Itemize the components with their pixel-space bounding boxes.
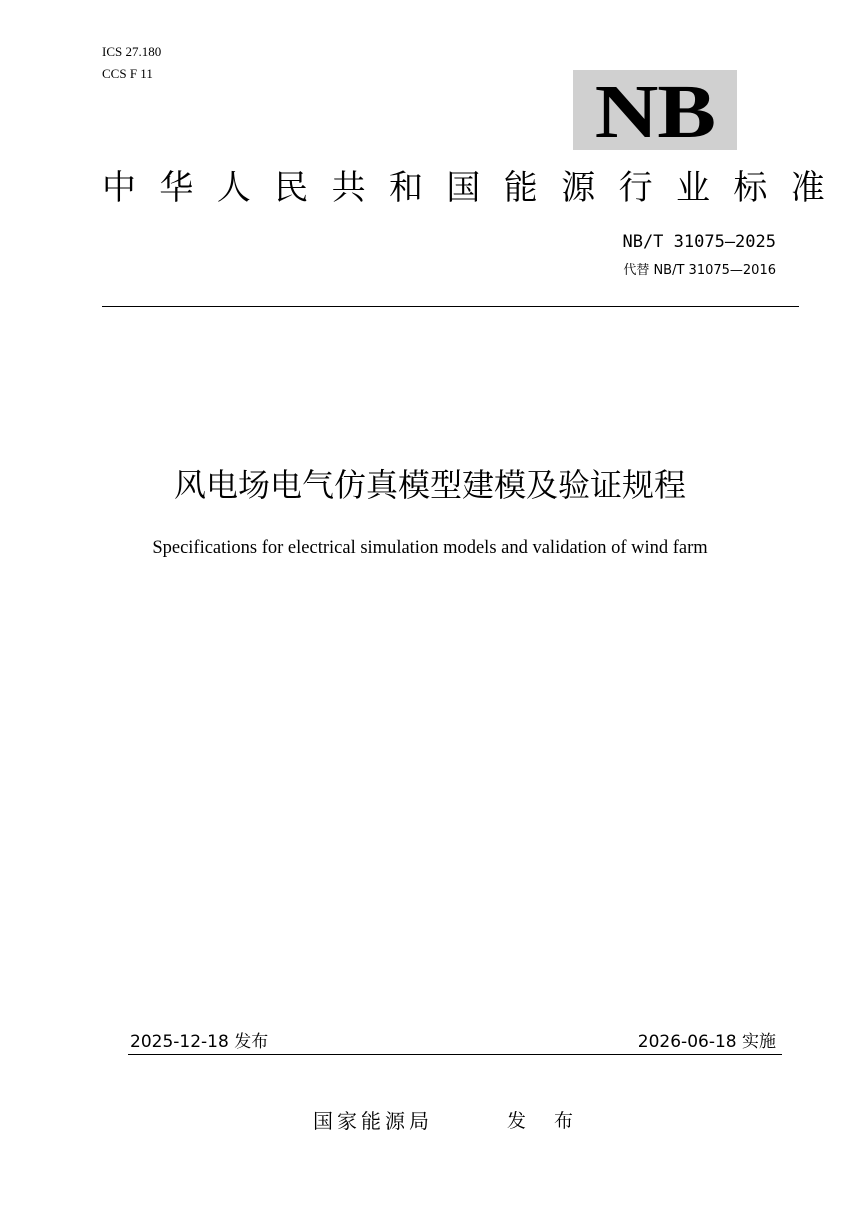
document-title-chinese: 风电场电气仿真模型建模及验证规程 [173,466,686,504]
date-row [128,1030,782,1055]
nb-logo-text: NB [594,70,716,154]
issue-date: 2025-12-18 发布 [130,1032,269,1052]
nb-logo [573,70,737,154]
replaced-standard: 代替 NB/T 31075—2016 [623,263,776,278]
standard-type-heading: 中华人民共和国能源行业标准 [102,168,849,208]
issuing-authority: 国家能源局 [313,1109,433,1133]
header-divider [102,306,799,307]
implementation-date: 2026-06-18 实施 [637,1032,776,1052]
standard-number: NB/T 31075—2025 [622,232,776,252]
document-title-english: Specifications for electrical simulation models and validation of wind farm [152,538,708,558]
ics-code: ICS 27.180 [102,44,162,59]
ccs-code: CCS F 11 [102,66,153,81]
issued-label: 发 布 [507,1110,585,1132]
